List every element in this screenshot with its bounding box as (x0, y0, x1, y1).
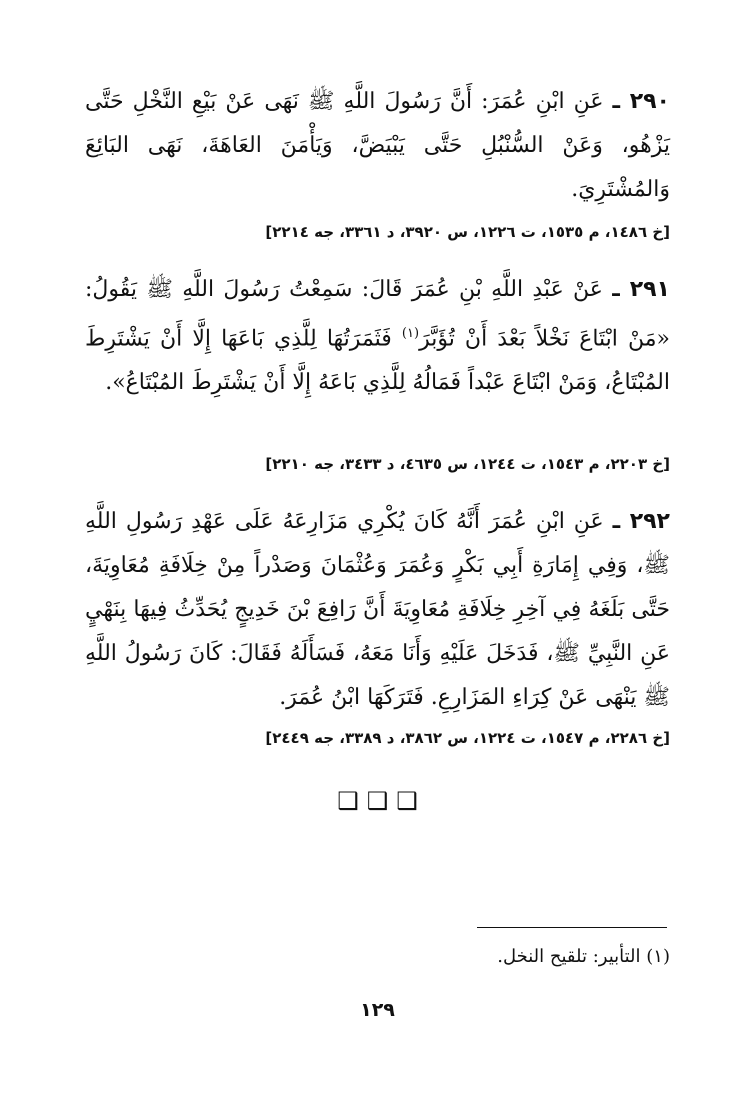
separator-box-icon: ❑ (396, 787, 418, 815)
section-separator (0, 786, 755, 816)
hadith-text: عَنِ ابْنِ عُمَرَ: أَنَّ رَسُولَ اللَّهِ ﷺ نَهَى عَنْ بَيْعِ النَّخْلِ حَتَّى يَزْهُو، وَعَنْ السُّنْبُلِ حَتَّى يَبْيَضَّ، وَيَأْمَنَ العَاهَةَ، نَهَى البَائِعَ وَالمُشْتَرِيَ. (85, 89, 670, 202)
hadith-290 (85, 80, 670, 212)
hadith-text-continued: فَثَمَرَتُهَا لِلَّذِي بَاعَهَا إِلَّا أَنْ يَشْتَرِطَ المُبْتَاعُ، وَمَنْ ابْتَاعَ عَبْداً فَمَالُهُ لِلَّذِي بَاعَهُ إِلَّا أَنْ يَشْتَرِطَ المُبْتَاعُ». (85, 326, 670, 396)
footnote-divider (477, 927, 667, 928)
page-number: ١٢٩ (360, 999, 395, 1021)
hadith-text: عَنْ عَبْدِ اللَّهِ بْنِ عُمَرَ قَالَ: سَمِعْتُ رَسُولَ اللَّهِ ﷺ يَقُولُ: «مَنْ ابْتَاعَ نَخْلاً بَعْدَ أَنْ تُؤَبَّرَ (85, 277, 670, 352)
separator-box-icon: ❑ (366, 787, 389, 815)
footnote-marker: (١) (401, 326, 420, 341)
hadith-reference: [خ ٢٢٨٦، م ١٥٤٧، ت ١٢٢٤، س ٣٨٦٢، د ٣٣٨٩، جه ٢٤٤٩] (265, 729, 670, 747)
footnote: (١) التأبير: تلقيح النخل. (497, 946, 670, 967)
hadith-number: ٢٩١ ـ (612, 277, 670, 302)
hadith-number: ٢٩٠ ـ (612, 89, 670, 114)
hadith-292 (85, 500, 670, 720)
hadith-number: ٢٩٢ ـ (612, 509, 670, 534)
separator-box-icon: ❑ (337, 787, 359, 815)
hadith-reference: [خ ١٤٨٦، م ١٥٣٥، ت ١٢٢٦، س ٣٩٢٠، د ٣٣٦١، جه ٢٢١٤] (265, 223, 670, 241)
hadith-reference: [خ ٢٢٠٣، م ١٥٤٣، ت ١٢٤٤، س ٤٦٣٥، د ٣٤٣٣، جه ٢٢١٠] (265, 455, 670, 473)
hadith-291 (85, 268, 670, 405)
hadith-text: عَنِ ابْنِ عُمَرَ أَنَّهُ كَانَ يُكْرِي مَزَارِعَهُ عَلَى عَهْدِ رَسُولِ اللَّهِ ﷺ، وَفِي إِمَارَةِ أَبِي بَكْرٍ وَعُمَرَ وَعُثْمَانَ وَصَدْراً مِنْ خِلَافَةِ مُعَاوِيَةَ، حَتَّى بَلَغَهُ فِي آخِرِ خِلَافَةِ مُعَاوِيَةَ أَنَّ رَافِعَ بْنَ خَدِيجٍ يُحَدِّثُ فِيهَا بِنَهْيٍ عَنِ النَّبِيِّ ﷺ، فَدَخَلَ عَلَيْهِ وَأَنَا مَعَهُ، فَسَأَلَهُ فَقَالَ: كَانَ رَسُولُ اللَّهِ ﷺ يَنْهَى عَنْ كِرَاءِ المَزَارِعِ. فَتَرَكَهَا ابْنُ عُمَرَ. (85, 509, 670, 710)
